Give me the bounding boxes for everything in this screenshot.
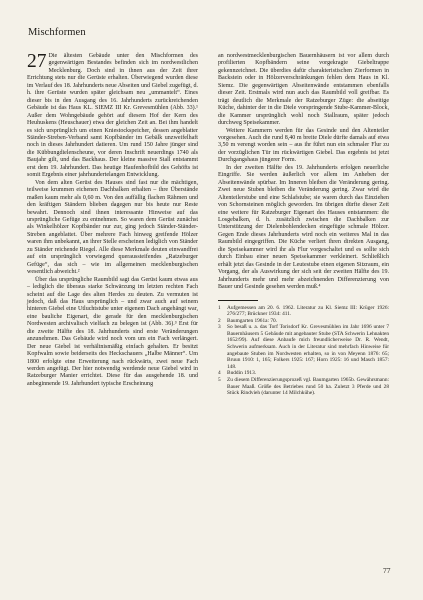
drop-cap-number: 27 <box>27 51 47 72</box>
footnote-number: 1 <box>218 304 221 311</box>
paragraph: In der zweiten Hälfte des 19. Jahrhunderts erfolgen neuerliche Eingriffe. Sie werden äußerlich vor allem im Anheben der Abseitenwände spürbar. Im Inneren bleiben die Veränderung gering. Zwei neue Stuben bleiben die Veränderung gering. Zwar wird die Altenteilerstube und eine Schlafstube; sie waren durch das Einziehen von Schornsteinen möglich geworden. Im übrigen dürfte dieser Zeit eine weitere für Ratzeburger Eigenart des Hauses entstammen: die Losgebalken, d. h. zusätzlich zwischen die Dachbalken zur Unterstützung der Dielenbohlendecken eingefügte schmale Hölzer. Gegen Ende dieses Jahrhunderts wird noch ein weiteres Mal in das Raumbild eingegriffen. Die Küche verliert ihren direkten Ausgang, die Speisekammer wird ihr als Flur vorgeschaltet und es sollte sich durch Einbau einer neuen Speisekammer verkleinert. Schließlich erhält jetzt das Gesinde in der Leutestube einen eigenen Sitzraum, ein Vorgang, der als Auswirkung der sich seit der zweiten Hälfte des 19. Jahrhunderts mehr und mehr abzeichnenden Differenzierung von Bauer und Gesinde gesehen werden muß.⁴ <box>218 164 389 291</box>
page-number: 77 <box>383 566 391 575</box>
paragraph: an nordwestmecklenburgischen Bauernhäusern ist vor allem durch profilierten Kopfbändern seine vorgekragte Giebeltrappe gekennzeichnet. Die überdies dafür charakteristischen Zierformen in Backstein oder in Hölzerverschränkungen fehlen dem Haus in Kl. Siemz. Die gegenwärtigen Abseitenwände entstammen ebenfalls dieser Zeit. Erstmals wird nun auch das Raumbild voll greifbar. Es trägt deutlich die Merkmale der Ratzeburger Züge: die abseitige Küche, dahinter der in die Diele vorspringende Stube-Kammer-Block, die Kammer ursprünglich wohl noch Stallraum, später jedoch durchweg Speisekammer. <box>218 53 389 127</box>
footnote-number: 4 <box>218 370 221 377</box>
footnote-number: 5 <box>218 377 221 384</box>
right-column <box>218 53 389 397</box>
footnote-number: 3 <box>218 324 221 331</box>
paragraph: Weitere Kammern werden für das Gesinde und den Altenteiler vorgesehen. Auch die rund 8,40 m breite Diele dürfte damals auf etwa 3,50 m verengt worden sein – aus ihr führt nun ein schmaler Flur zu der vorzüglichen Tür im rückwärtigen Giebel. Das ergebnis ist jetzt Durchgangshaus jüngerer Form. <box>218 127 389 164</box>
paragraph: Über das ursprüngliche Raumbild sagt das Gerüst kaum etwas aus – lediglich die überaus starke Schwärzung im letzten rechten Fach scheint auf die Lage des alten Herdes zu deuten. Zu vermuten ist jedoch, daß das Haus ursprünglich – und zwar auch auf seinem hinteren Giebel eine Utluchtstube unter eigenem Dach angehängt war, eine bauliche Eigenart, die gerade für den mecklenburgischen Nordwesten archivalisch vielfach zu belegen ist (Abb. 36).³ Erst für die zweite Hälfte des 18. Jahrhunderts sind erste Veränderungen anzunehmen. Das Gebäude wird noch vom um ein Fach verlängert. Der neue Giebel ist verhältnismäßig einfach gehalten. Er besitzt Kopfwalm sowie beiderseits des Heckschauers „Halbe Männer“. Um 1800 erfolgte eine Erweiterung nach rückwärts, zwei neue Fach werden angefügt. Der hier notwendig werdende neue Giebel wird in Ratzeburger Manier errichtet. Diese für das ausgehende 18. und anbeginnende 19. Jahrhundert typische Erscheinung <box>27 276 198 387</box>
footnote-text: Aufgemessen am 20. 6. 1962. Literatur zu Kl. Siemz III: Krüger 1926: 276/277; Brückner 1934: 411. <box>227 304 389 318</box>
footnote-text: Baumgarten 1961a: 70. <box>227 317 278 324</box>
footnote-divider <box>218 300 258 301</box>
footnote-text: Zu diesem Differenzierungsprozeß vgl. Baumgarten 1965b. Gewährsmann: Bauer Maaß. Größe des Betriebes rund 50 ha. Zuletzt 3 Pferde und 28 Stück Rindvieh (darunter 14 Milchkühe). <box>227 377 389 397</box>
left-column <box>27 53 198 388</box>
running-title: Mischformen <box>28 27 86 38</box>
paragraph: Von dem alten Gerüst des Hauses sind fast nur die mächtigen, teilweise krummen eichenen Dachbalken erhalten – ihre Überstände maßen kaum mehr als 0,60 m. Von den auffällig flachen Rähmen und den kräftigen Ständern blieben dagegen nur bis heute nur Reste bewahrt. Dennoch sind ihnen interessante Hinweise auf das ursprüngliche Gefüge zu entnehmen. So waren dem Gerüst zunächst als Winkelhölzer Kopfbänder nur zur, ging jedoch Ständer-Ständer-Streben angeblattet. Über mehrere Fach hinweg greifende Hölzer waren ihm unbekannt, an ihrer Stelle erscheinen lediglich von Ständer zu Ständer reichende Riegel. Alle diese Merkmale deuten einwandfrei auf ein ursprünglich vorwiegend queraussteifendes „Ratzeburger Gefüge“, das sich – wie im allgemeinen mecklenburgischen wesentlich abweicht.² <box>27 179 198 276</box>
footnotes <box>218 305 389 397</box>
footnote <box>218 305 389 318</box>
footnote <box>218 324 389 370</box>
paragraph-text: Die ältesten Gebäude unter den Mischformen des gegenwärtigen Bestandes befinden sich im nordwestlichen Mecklenburg. Doch sind in ihnen aus der Zeit ihrer Errichtung stets nur die Gerüste erhalten. Überwiegend wurden diese im Verlauf des 18. Jahrhunderts neue Abseiten und Giebel zugefügt, d. h. ihre Gerüste wurden später gleichsam neu „ummantelt“. Eines dieser bis in den Ausgang des 16. Jahrhunderts zurückreichenden Gebäude ist das Haus KL. SIEMZ III Kr. Grevesmühlen (Abb. 33).¹ Außer dem Wohngebäude gehört auf diesem Hof der Kern des Heuhuskens (Heuschauer) etwa der gleichen Zeit an. Bei ihm handelt es sich ursprünglich um einen Kniestockspeicher, dessen angeblatter Ständer-Streben-Verband samt Kopfbänder im Gebälk unzweifelhaft noch in dieses Jahrhundert datieren. Um rund 150 Jahre jünger sind die Kübbungdielenscheune, vor deren Inschrift neuerdings 1740 als Baujahr gilt, und das Backhaus. Der kleine massive Stall entstammt erst dem 19. Jahrhundert. Das heutige Haufenhofbild des Gehöfts ist somit Ergebnis einer jahrhundertelangen Entwicklung. <box>27 53 198 179</box>
paragraph <box>27 53 198 180</box>
footnote-number: 2 <box>218 317 221 324</box>
footnote <box>218 377 389 397</box>
footnote-text: Buddin 1913. <box>227 370 257 377</box>
footnote-text: So besaß u. a. das Torf Torisdorf Kr. Grevesmühlen im Jahr 1696 unter 7 Bauernhäusern 5 Gebäude mit angebauter Stube (STA Schwerin Lehnakten 1652/99). Auf diese Anbaufe mich freundlicherweise Dr. R. Wendt, Schwerin aufmerksam. Auch in der Literatur sind mehrfach Hinweise für angebaute Stuben im Nordwesten erhalten, so in von Meyenn 1876: 65; Bruun 1910: 1, 165; Folkers 1925: 167; Horn 1925: 16 und Masch 1857: 148. <box>227 324 389 370</box>
